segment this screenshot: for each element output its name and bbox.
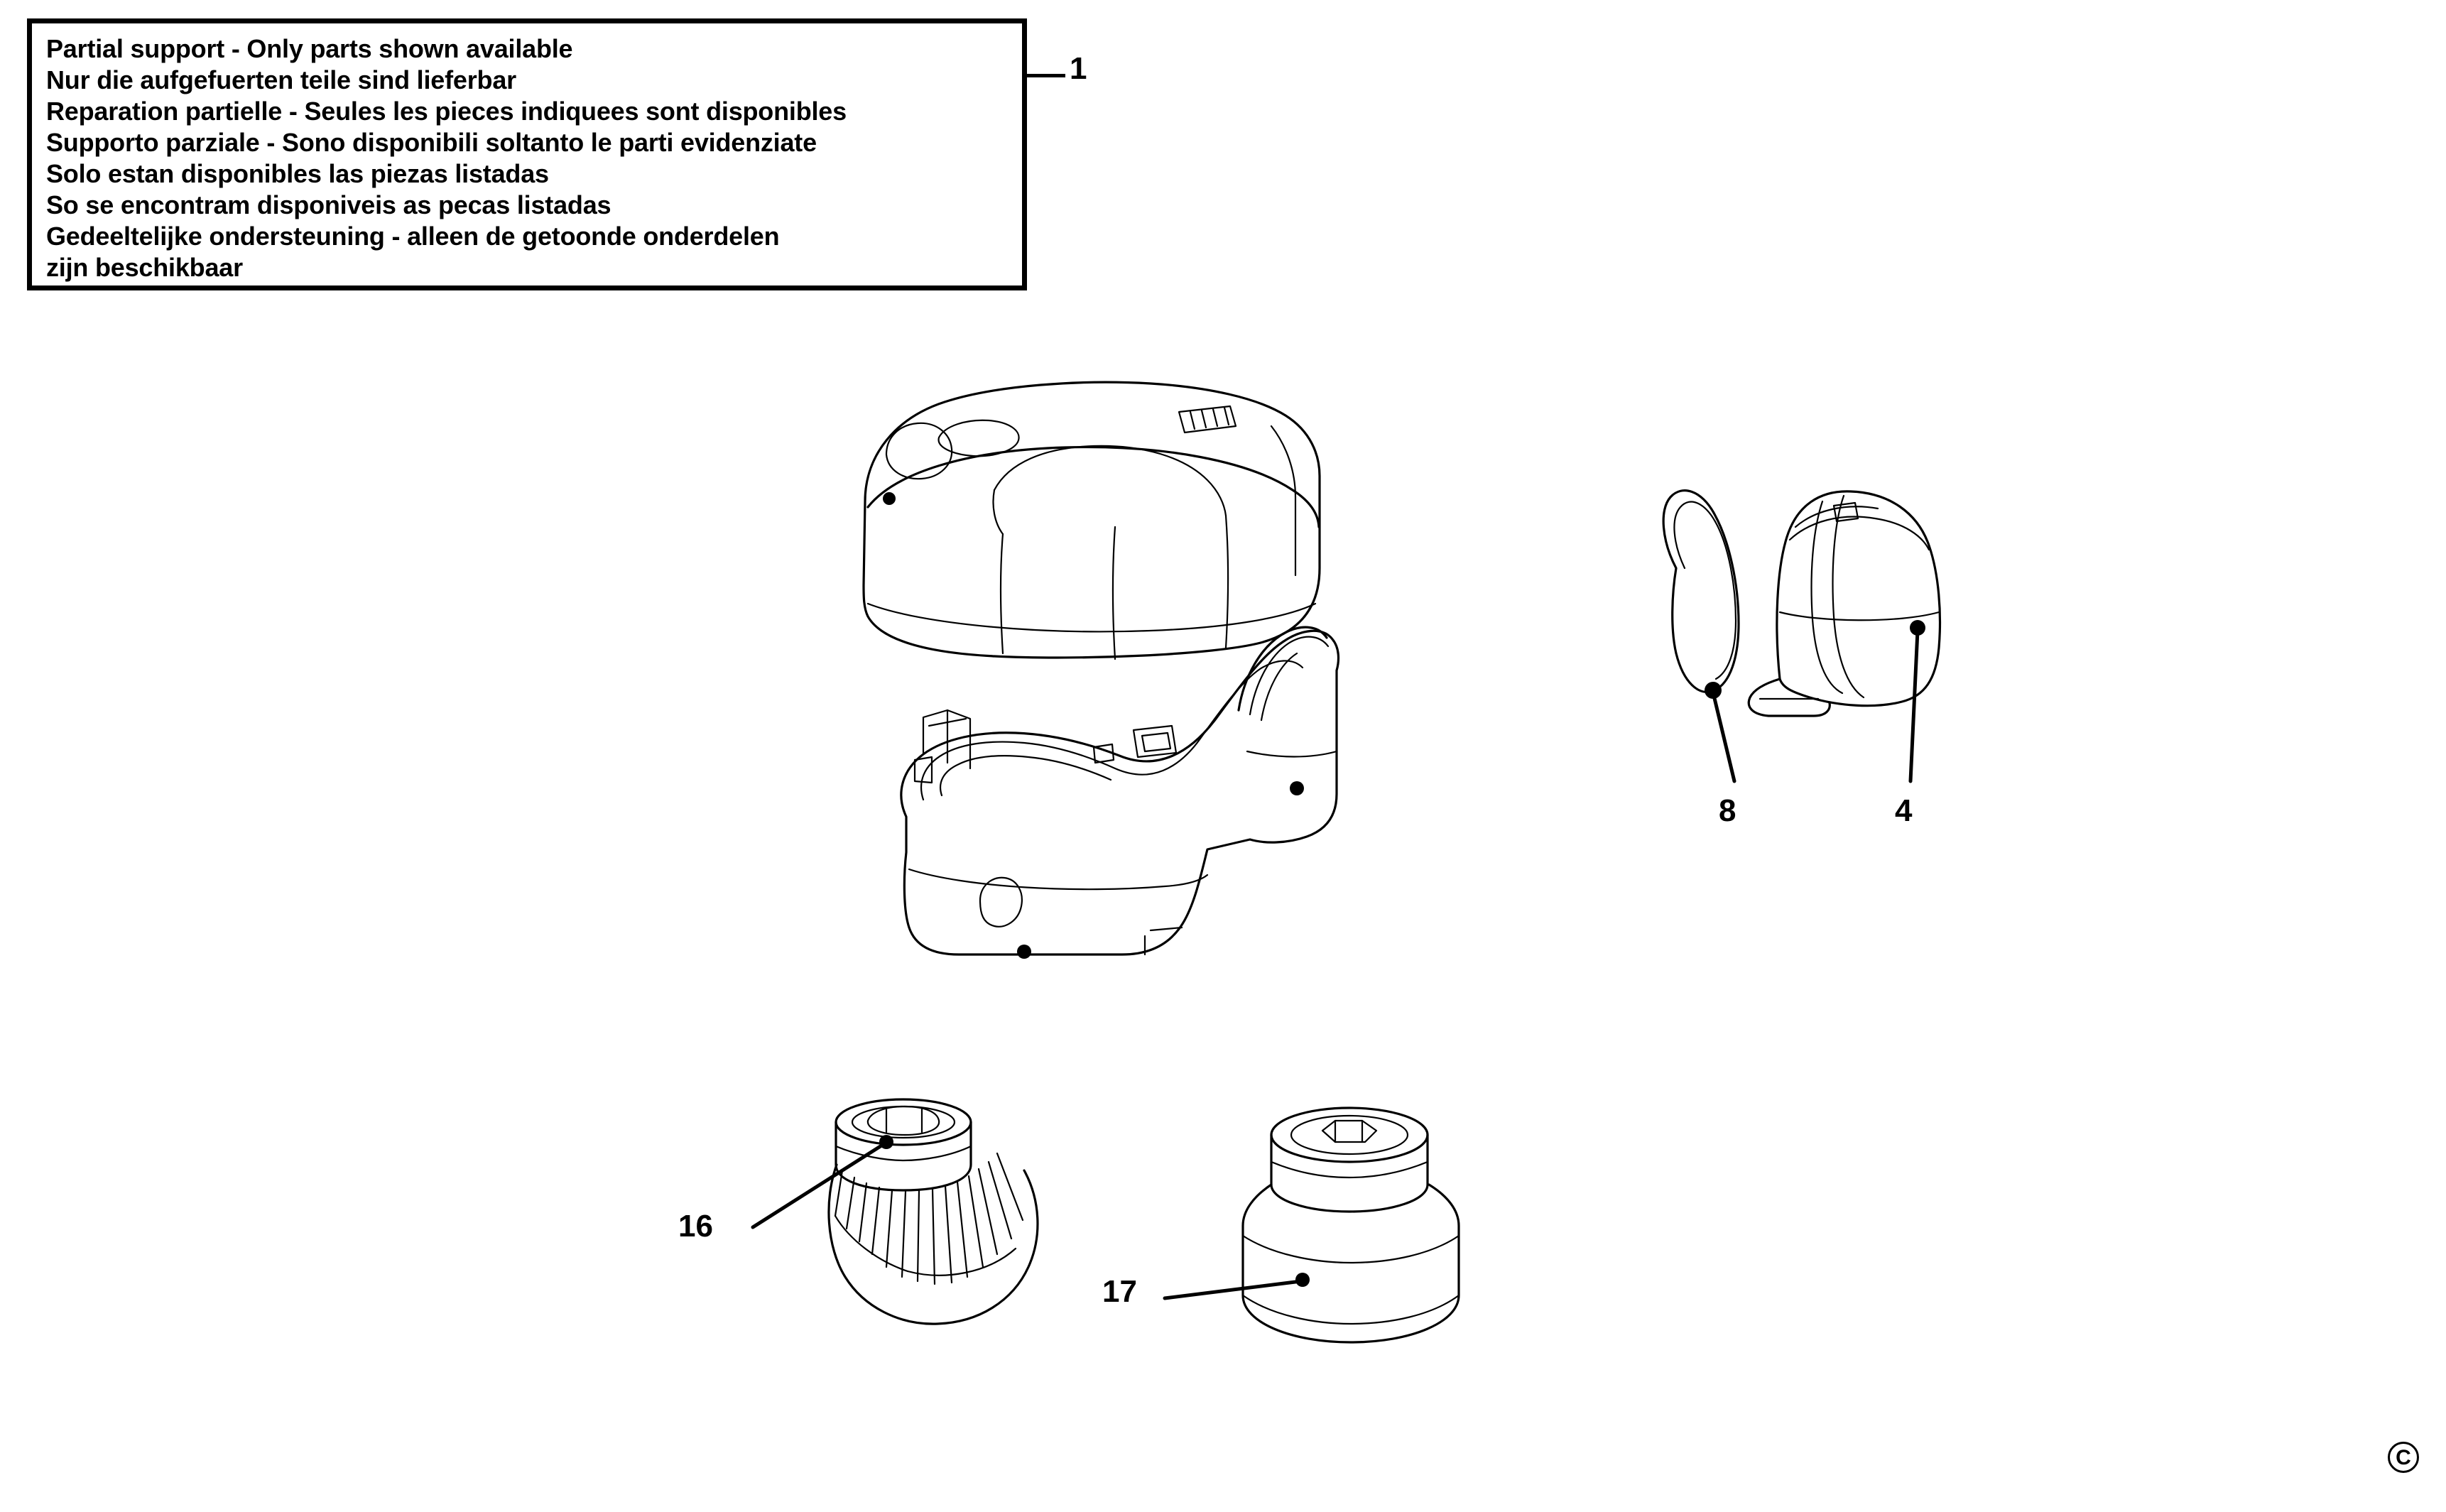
callout-label-4: 4 — [1895, 793, 1913, 828]
notice-line: Reparation partielle - Seules les pieces indiquees sont disponibles — [46, 97, 847, 126]
notice-line: So se encontram disponiveis as pecas listadas — [46, 190, 612, 219]
callout-leader-line-1 — [1027, 74, 1065, 77]
notice-line: zijn beschikbaar — [46, 253, 243, 282]
cylindrical-adapter-part-17 — [1165, 1108, 1459, 1342]
filter-housing-cover-part-4 — [1749, 491, 1940, 781]
main-body-lower-housing — [901, 627, 1339, 959]
callout-label-8: 8 — [1719, 793, 1736, 828]
notice-line: Supporto parziale - Sono disponibili soltanto le parti evidenziate — [46, 128, 817, 157]
callout-label-1: 1 — [1070, 51, 1087, 86]
seal-ring-part-8 — [1663, 491, 1739, 781]
partial-support-notice — [27, 18, 1027, 290]
main-body-upper-housing — [864, 382, 1320, 659]
notice-line: Gedeeltelijke ondersteuning - alleen de getoonde onderdelen — [46, 222, 780, 251]
copyright-mark: C — [2388, 1442, 2419, 1473]
notice-line: Nur die aufgefuerten teile sind lieferbar — [46, 65, 516, 94]
bristle-brush-head-part-16 — [753, 1099, 1038, 1324]
notice-line: Solo estan disponibles las piezas listadas — [46, 159, 549, 188]
notice-line: Partial support - Only parts shown available — [46, 34, 573, 63]
callout-label-16: 16 — [678, 1209, 713, 1244]
callout-label-17: 17 — [1102, 1274, 1137, 1309]
